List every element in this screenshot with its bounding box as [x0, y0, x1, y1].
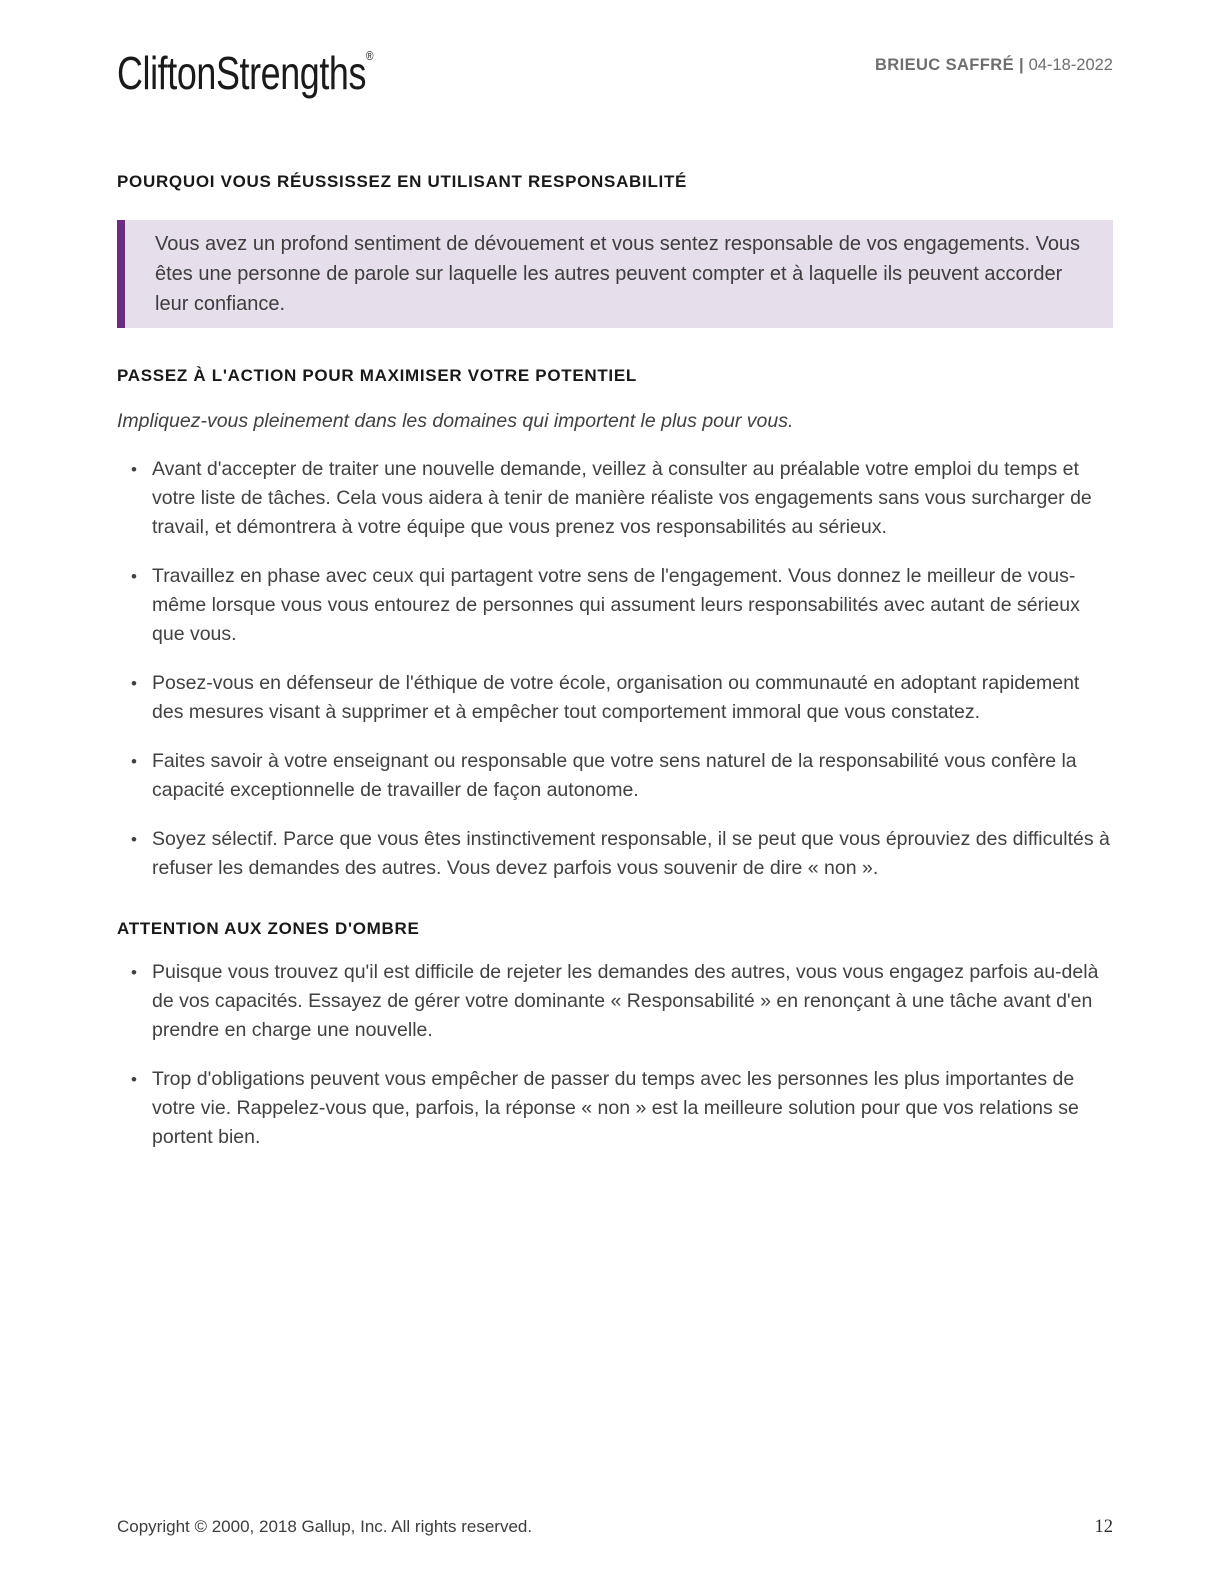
list-item-text: Trop d'obligations peuvent vous empêcher de passer du temps avec les personnes les plus importantes de votre vie. Rappelez-vous que, parfois, la réponse « non » est la meilleure solution pour que vos relations se portent bien.: [152, 1068, 1079, 1148]
bullet-icon: •: [131, 1070, 137, 1089]
list-item-text: Avant d'accepter de traiter une nouvelle demande, veillez à consulter au préalable votre emploi du temps et votre liste de tâches. Cela vous aidera à tenir de manière réaliste vos engagements sans vous surcharger de travail, et démontrera à votre équipe que vous prenez vos responsabilités au sérieux.: [152, 458, 1092, 538]
page-content: [117, 172, 1113, 1152]
list-item-text: Soyez sélectif. Parce que vous êtes instinctivement responsable, il se peut que vous éprouviez des difficultés à refuser les demandes des autres. Vous devez parfois vous souvenir de dire « non ».: [152, 828, 1110, 879]
list-item: [117, 958, 1113, 1045]
report-owner-meta: [875, 56, 1113, 75]
list-item-text: Travaillez en phase avec ceux qui partagent votre sens de l'engagement. Vous donnez le meilleur de vous-même lorsque vous vous entourez de personnes qui assument leurs responsabilités avec autant de sérieux que vous.: [152, 565, 1080, 645]
registered-trademark-icon: ®: [366, 48, 374, 63]
strength-summary-text: Vous avez un profond sentiment de dévouement et vous sentez responsable de vos engagements. Vous êtes une personne de parole sur laquelle les autres peuvent compter et à laquelle ils peuvent accorder leur confiance.: [155, 233, 1081, 315]
list-item: [117, 669, 1113, 727]
section-heading-blind-spots: ATTENTION AUX ZONES D'OMBRE: [117, 919, 420, 938]
cliftonstrengths-logo: [117, 46, 374, 100]
report-date: 04-18-2022: [1024, 56, 1113, 74]
logo-text: CliftonStrengths: [117, 47, 367, 99]
list-item: [117, 562, 1113, 649]
list-item-text: Posez-vous en défenseur de l'éthique de votre école, organisation ou communauté en adoptant rapidement des mesures visant à supprimer et à empêcher tout comportement immoral que vous constatez.: [152, 672, 1080, 723]
list-item: [117, 455, 1113, 542]
page-header: [0, 0, 1224, 100]
bullet-icon: •: [131, 567, 137, 586]
owner-name: BRIEUC SAFFRÉ |: [874, 56, 1024, 74]
list-item: [117, 825, 1113, 883]
action-bullet-list: [117, 455, 1113, 883]
section-heading-why-succeed: POURQUOI VOUS RÉUSSISSEZ EN UTILISANT RESPONSABILITÉ: [117, 172, 688, 191]
section-heading-take-action: PASSEZ À L'ACTION POUR MAXIMISER VOTRE POTENTIEL: [117, 366, 637, 385]
list-item-text: Puisque vous trouvez qu'il est difficile de rejeter les demandes des autres, vous vous engagez parfois au-delà de vos capacités. Essayez de gérer votre dominante « Responsabilité » en renonçant à une tâche avant d'en prendre en charge une nouvelle.: [152, 961, 1099, 1041]
bullet-icon: •: [131, 460, 137, 479]
bullet-icon: •: [131, 830, 137, 849]
page-number: 12: [1094, 1517, 1113, 1537]
list-item-text: Faites savoir à votre enseignant ou responsable que votre sens naturel de la responsabilité vous confère la capacité exceptionnelle de travailler de façon autonome.: [152, 750, 1077, 801]
page-footer: [117, 1517, 1113, 1538]
bullet-icon: •: [131, 674, 137, 693]
list-item: [117, 1065, 1113, 1152]
action-intro-text: Impliquez-vous pleinement dans les domaines qui importent le plus pour vous.: [117, 410, 794, 432]
copyright-notice: Copyright © 2000, 2018 Gallup, Inc. All rights reserved.: [117, 1517, 533, 1536]
strength-summary-callout: [117, 220, 1113, 328]
list-item: [117, 747, 1113, 805]
blindspots-bullet-list: [117, 958, 1113, 1152]
bullet-icon: •: [131, 752, 137, 771]
bullet-icon: •: [131, 963, 137, 982]
